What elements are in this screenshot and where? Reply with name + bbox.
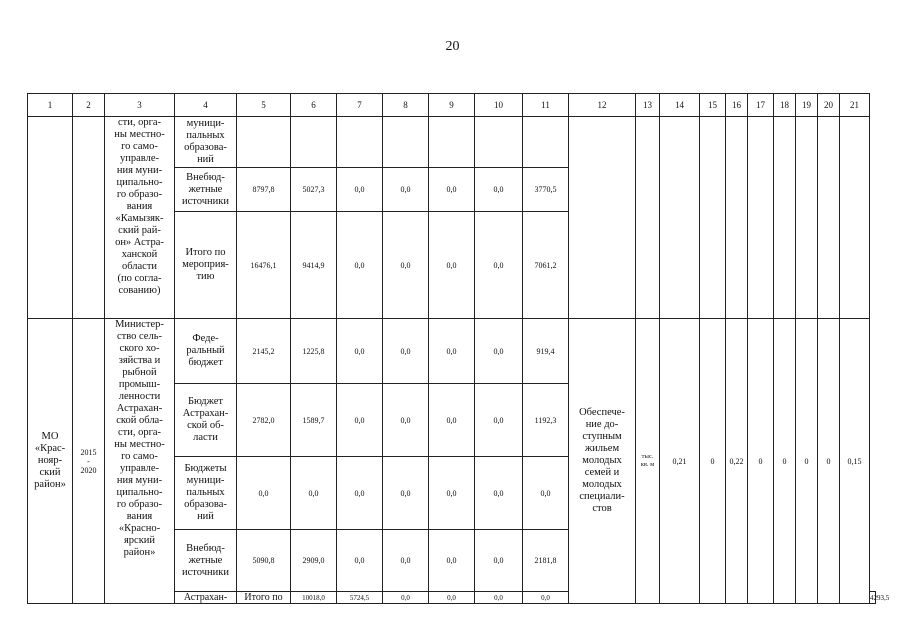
value-cell: 0,0 xyxy=(475,212,523,319)
value-cell: 0,0 xyxy=(429,592,475,604)
executor-cell: Астрахан- xyxy=(175,592,237,604)
column-number: 1 xyxy=(28,94,73,117)
column-number: 21 xyxy=(840,94,870,117)
value-cell: 5724,5 xyxy=(337,592,383,604)
municipality-cell: МО «Крас- нояр- ский район» xyxy=(28,319,73,604)
unit-cell xyxy=(636,117,660,319)
value-cell: 0,0 xyxy=(475,384,523,457)
value-cell: 5027,3 xyxy=(291,168,337,212)
value-cell: 2782,0 xyxy=(237,384,291,457)
indicator-value-cell xyxy=(796,117,818,319)
column-number: 12 xyxy=(569,94,636,117)
value-cell: 5090,8 xyxy=(237,530,291,592)
value-cell: 0,0 xyxy=(337,530,383,592)
value-cell: 0,0 xyxy=(237,457,291,530)
value-cell: 0,0 xyxy=(429,384,475,457)
value-cell xyxy=(337,117,383,168)
value-cell: 2181,8 xyxy=(523,530,569,592)
value-cell: 0,0 xyxy=(383,319,429,384)
funding-source-cell: Итого по мероприя- тию xyxy=(175,212,237,319)
value-cell xyxy=(523,117,569,168)
value-cell xyxy=(291,117,337,168)
table-row xyxy=(28,319,876,384)
column-number: 10 xyxy=(475,94,523,117)
value-cell: 0,0 xyxy=(337,457,383,530)
column-number: 11 xyxy=(523,94,569,117)
value-cell: 3770,5 xyxy=(523,168,569,212)
column-number: 14 xyxy=(660,94,700,117)
value-cell: 0,0 xyxy=(337,319,383,384)
value-cell: 10018,0 xyxy=(291,592,337,604)
indicator-value-cell xyxy=(818,117,840,319)
value-cell: 9414,9 xyxy=(291,212,337,319)
value-cell: 0,0 xyxy=(337,384,383,457)
value-cell: 0,0 xyxy=(429,212,475,319)
value-cell: 0,0 xyxy=(429,168,475,212)
indicator-value-cell: 0 xyxy=(774,319,796,604)
years-cell xyxy=(73,117,105,319)
funding-source-cell: Внебюд- жетные источники xyxy=(175,168,237,212)
column-number: 13 xyxy=(636,94,660,117)
value-cell: 0,0 xyxy=(291,457,337,530)
indicator-value-cell xyxy=(774,117,796,319)
unit-cell: тыс. кв. м xyxy=(636,319,660,604)
value-cell: 0,0 xyxy=(383,530,429,592)
municipality-cell xyxy=(28,117,73,319)
value-cell: 0,0 xyxy=(475,319,523,384)
value-cell xyxy=(429,117,475,168)
funding-source-cell: Итого по xyxy=(237,592,291,604)
funding-source-cell: муници- пальных образова- ний xyxy=(175,117,237,168)
indicator-cell xyxy=(569,117,636,319)
value-cell: 0,0 xyxy=(523,457,569,530)
value-cell xyxy=(383,117,429,168)
value-cell: 0,0 xyxy=(337,212,383,319)
column-number: 16 xyxy=(726,94,748,117)
executor-cell: Министер- ство сель- ского хо- зяйства и рыбной промыш- ленности Астрахан- ской обла- сти, орга- ны местно- го само- управле- ния муни- ципально- го образо- вания «Красно- ярский район» xyxy=(105,319,175,604)
indicator-value-cell: 0,21 xyxy=(660,319,700,604)
value-cell: 8797,8 xyxy=(237,168,291,212)
column-number-row xyxy=(28,94,876,117)
executor-cell: сти, орга- ны местно- го само- управле- ния муни- ципально- го образо- вания «Камызяк- ский рай- он» Астра- ханской области (по согла- сованию) xyxy=(105,117,175,319)
value-cell: 1192,3 xyxy=(523,384,569,457)
years-cell: 2015 - 2020 xyxy=(73,319,105,604)
value-cell: 4293,5 xyxy=(870,593,890,602)
column-number: 6 xyxy=(291,94,337,117)
column-number: 4 xyxy=(175,94,237,117)
value-cell: 0,0 xyxy=(383,168,429,212)
page-number: 20 xyxy=(445,39,460,54)
value-cell: 0,0 xyxy=(429,530,475,592)
value-cell: 0,0 xyxy=(523,592,569,604)
value-cell: 0,0 xyxy=(475,457,523,530)
value-cell: 0,0 xyxy=(475,168,523,212)
funding-source-cell: Феде- ральный бюджет xyxy=(175,319,237,384)
indicator-value-cell: 0,15 xyxy=(840,319,870,604)
column-number: 18 xyxy=(774,94,796,117)
indicator-value-cell xyxy=(700,117,726,319)
value-cell: 1589,7 xyxy=(291,384,337,457)
value-cell: 0,0 xyxy=(429,319,475,384)
table-row xyxy=(28,117,876,168)
value-cell: 919,4 xyxy=(523,319,569,384)
column-number: 19 xyxy=(796,94,818,117)
column-number: 2 xyxy=(73,94,105,117)
value-cell: 0,0 xyxy=(475,530,523,592)
indicator-value-cell: 0,22 xyxy=(726,319,748,604)
value-cell: 0,0 xyxy=(383,212,429,319)
funding-source-cell: Внебюд- жетные источники xyxy=(175,530,237,592)
indicator-value-cell: 0 xyxy=(700,319,726,604)
column-number: 20 xyxy=(818,94,840,117)
indicator-cell: Обеспече- ние до- ступным жильем молодых семей и молодых специали- стов xyxy=(569,319,636,604)
column-number: 15 xyxy=(700,94,726,117)
funding-source-cell: Бюджет Астрахан- ской об- ласти xyxy=(175,384,237,457)
column-number: 3 xyxy=(105,94,175,117)
value-cell: 16476,1 xyxy=(237,212,291,319)
indicator-value-cell xyxy=(726,117,748,319)
column-number: 17 xyxy=(748,94,774,117)
value-cell: 7061,2 xyxy=(523,212,569,319)
value-cell: 2145,2 xyxy=(237,319,291,384)
value-cell: 0,0 xyxy=(383,592,429,604)
budget-table xyxy=(27,93,890,604)
indicator-value-cell: 0 xyxy=(796,319,818,604)
column-number: 9 xyxy=(429,94,475,117)
value-cell: 0,0 xyxy=(383,457,429,530)
value-cell xyxy=(475,117,523,168)
indicator-value-cell xyxy=(660,117,700,319)
funding-source-cell: Бюджеты муници- пальных образова- ний xyxy=(175,457,237,530)
value-cell xyxy=(237,117,291,168)
indicator-value-cell xyxy=(748,117,774,319)
column-number: 5 xyxy=(237,94,291,117)
indicator-value-cell: 0 xyxy=(748,319,774,604)
column-number: 8 xyxy=(383,94,429,117)
value-cell: 0,0 xyxy=(337,168,383,212)
value-cell: 0,0 xyxy=(383,384,429,457)
value-cell: 2909,0 xyxy=(291,530,337,592)
value-cell: 0,0 xyxy=(429,457,475,530)
indicator-value-cell: 0 xyxy=(818,319,840,604)
value-cell: 1225,8 xyxy=(291,319,337,384)
value-cell: 0,0 xyxy=(475,592,523,604)
column-number: 7 xyxy=(337,94,383,117)
indicator-value-cell xyxy=(840,117,870,319)
